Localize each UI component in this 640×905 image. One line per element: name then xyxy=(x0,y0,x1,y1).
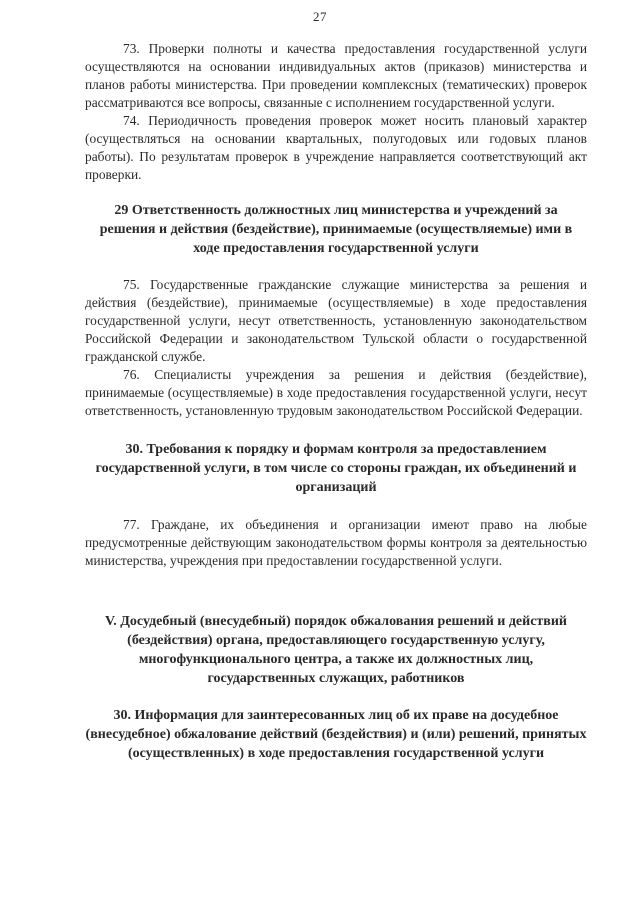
paragraph-74: 74. Периодичность проведения проверок может носить плановый характер (осуществляться на основании квартальных, полугодовых или годовых планов работы). По результатам проверок в учреждение направляется соответствующий акт проверки. xyxy=(85,113,587,182)
paragraph-76: 76. Специалисты учреждения за решения и действия (бездействие), принимаемые (осуществляемые) в ходе предоставления государственной услуги, несут ответственность, установленную трудовым законодательством Российской Федерации. xyxy=(85,367,587,418)
section-heading-30-appeal: 30. Информация для заинтересованных лиц об их праве на досудебное (внесудебное) обжалование действий (бездействия) и (или) решений, принятых (осуществленных) в ходе предоставления государственной услуги xyxy=(85,708,587,761)
paragraph-77: 77. Граждане, их объединения и организации имеют право на любые предусмотренные действующим законодательством формы контроля за деятельностью министерства, учреждения при предоставлении государственной услуги. xyxy=(85,517,587,568)
page-number: 27 xyxy=(313,9,327,24)
paragraph-75: 75. Государственные гражданские служащие министерства за решения и действия (бездействие), принимаемые (осуществляемые) в ходе предоставления государственной услуги, несут ответственность, установленную законодательством Российской Федерации и законодательством Тульской области о государственной гражданской службе. xyxy=(85,277,587,364)
section-heading-29: 29 Ответственность должностных лиц министерства и учреждений за решения и действия (бездействие), принимаемые (осуществляемые) ими в ходе предоставления государственной услуги xyxy=(99,203,573,256)
paragraph-73: 73. Проверки полноты и качества предоставления государственной услуги осуществляются на основании индивидуальных актов (приказов) министерства и планов работы министерства. При проведении комплексных (тематических) проверок рассматриваются все вопросы, связанные с исполнением государственной услуги. xyxy=(85,41,587,110)
document-body xyxy=(85,40,587,763)
section-heading-30-control: 30. Требования к порядку и формам контроля за предоставлением государственной услуги, в том числе со стороны граждан, их объединений и организаций xyxy=(95,442,577,495)
chapter-heading-5: V. Досудебный (внесудебный) порядок обжалования решений и действий (бездействия) органа, предоставляющего государственную услугу, многофункционального центра, а также их должностных лиц, государственных служащих, работников xyxy=(104,614,567,686)
